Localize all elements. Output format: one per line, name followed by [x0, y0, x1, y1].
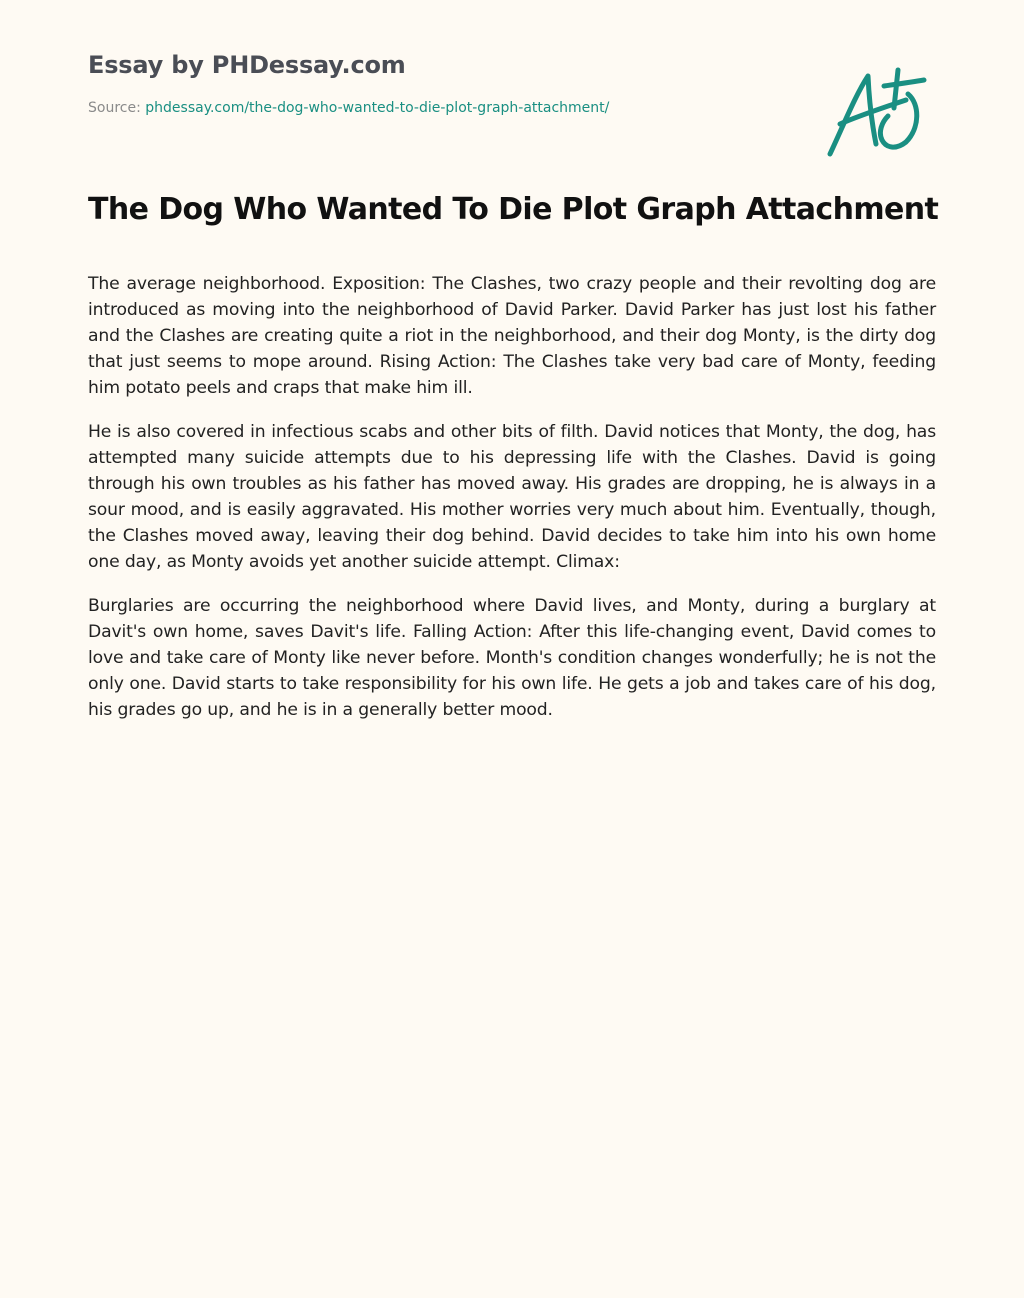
- a-plus-grade-icon: [822, 64, 932, 164]
- site-brand: Essay by PHDessay.com: [88, 51, 406, 79]
- essay-title: The Dog Who Wanted To Die Plot Graph Attachment: [88, 192, 939, 227]
- essay-body: [88, 271, 936, 741]
- source-link[interactable]: phdessay.com/the-dog-who-wanted-to-die-plot-graph-attachment/: [145, 100, 610, 116]
- source-label: Source:: [88, 100, 141, 116]
- essay-paragraph: The average neighborhood. Exposition: The Clashes, two crazy people and their revolting dog are introduced as moving into the neighborhood of David Parker. David Parker has just lost his father and the Clashes are creating quite a riot in the neighborhood, and their dog Monty, is the dirty dog that just seems to mope around. Rising Action: The Clashes take very bad care of Monty, feeding him potato peels and craps that make him ill.: [88, 274, 936, 398]
- essay-paragraph: Burglaries are occurring the neighborhood where David lives, and Monty, during a burglary at Davit's own home, saves Davit's life. Falling Action: After this life-changing event, David comes to love and take care of Monty like never before. Month's condition changes wonderfully; he is not the only one. David starts to take responsibility for his own life. He gets a job and takes care of his dog, his grades go up, and he is in a generally better mood.: [88, 596, 936, 720]
- essay-paragraph: He is also covered in infectious scabs and other bits of filth. David notices that Monty, the dog, has attempted many suicide attempts due to his depressing life with the Clashes. David is going through his own troubles as his father has moved away. His grades are dropping, he is always in a sour mood, and is easily aggravated. His mother worries very much about him. Eventually, though, the Clashes moved away, leaving their dog behind. David decides to take him into his own home one day, as Monty avoids yet another suicide attempt. Climax:: [88, 422, 936, 572]
- source-line: [88, 98, 768, 118]
- site-header: [88, 48, 768, 118]
